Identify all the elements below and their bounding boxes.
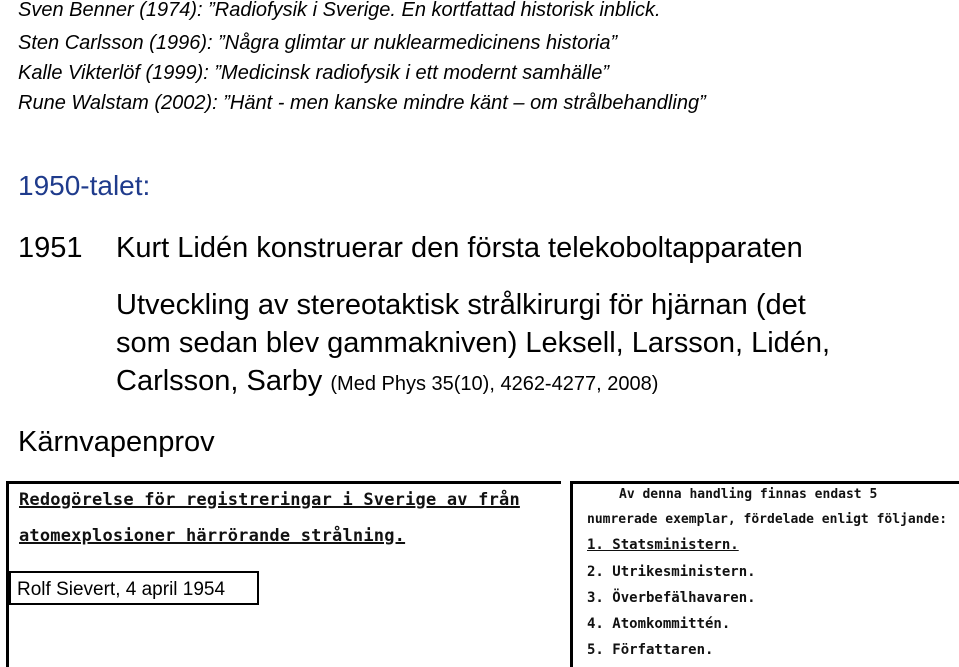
stereotaxy-line-3 bbox=[116, 362, 956, 403]
stereotaxy-paragraph bbox=[116, 286, 956, 403]
distribution-item: 4. Atomkommittén. bbox=[587, 616, 731, 632]
report-title-line-2: atomexplosioner härrörande strålning. bbox=[19, 526, 406, 546]
nuclear-tests-label: Kärnvapenprov bbox=[18, 426, 215, 458]
scanned-distribution-list bbox=[570, 481, 959, 667]
reference-benner: Sven Benner (1974): ”Radiofysik i Sverige. En kortfattad historisk inblick. bbox=[18, 0, 661, 21]
document-caption: Rolf Sievert, 4 april 1954 bbox=[9, 571, 259, 605]
distribution-intro-2: numrerade exemplar, fördelade enligt följande: bbox=[587, 512, 948, 527]
distribution-item: 1. Statsministern. bbox=[587, 537, 739, 553]
event-year: 1951 bbox=[18, 232, 83, 264]
reference-carlsson: Sten Carlsson (1996): ”Några glimtar ur nuklearmedicinens historia” bbox=[18, 32, 618, 54]
report-title-line-1: Redogörelse för registreringar i Sverige av från bbox=[19, 490, 520, 510]
reference-walstam: Rune Walstam (2002): ”Hänt - men kanske mindre känt – om strålbehandling” bbox=[18, 92, 706, 114]
stereotaxy-line-2: som sedan blev gammakniven) Leksell, Larsson, Lidén, bbox=[116, 327, 831, 359]
stereotaxy-authors: Carlsson, Sarby bbox=[116, 365, 323, 397]
distribution-intro-1: Av denna handling finnas endast 5 bbox=[619, 487, 878, 502]
stereotaxy-citation: (Med Phys 35(10), 4262-4277, 2008) bbox=[330, 373, 659, 395]
stereotaxy-line-1: Utveckling av stereotaktisk strålkirurgi för hjärnan (det bbox=[116, 289, 806, 321]
decade-heading: 1950-talet: bbox=[18, 170, 151, 201]
reference-vikterlof: Kalle Vikterlöf (1999): ”Medicinsk radiofysik i ett modernt samhälle” bbox=[18, 62, 609, 84]
distribution-item: 2. Utrikesministern. bbox=[587, 564, 756, 580]
distribution-item: 3. Överbefälhavaren. bbox=[587, 590, 756, 606]
distribution-item: 5. Författaren. bbox=[587, 642, 714, 658]
event-text: Kurt Lidén konstruerar den första telekoboltapparaten bbox=[116, 232, 803, 264]
